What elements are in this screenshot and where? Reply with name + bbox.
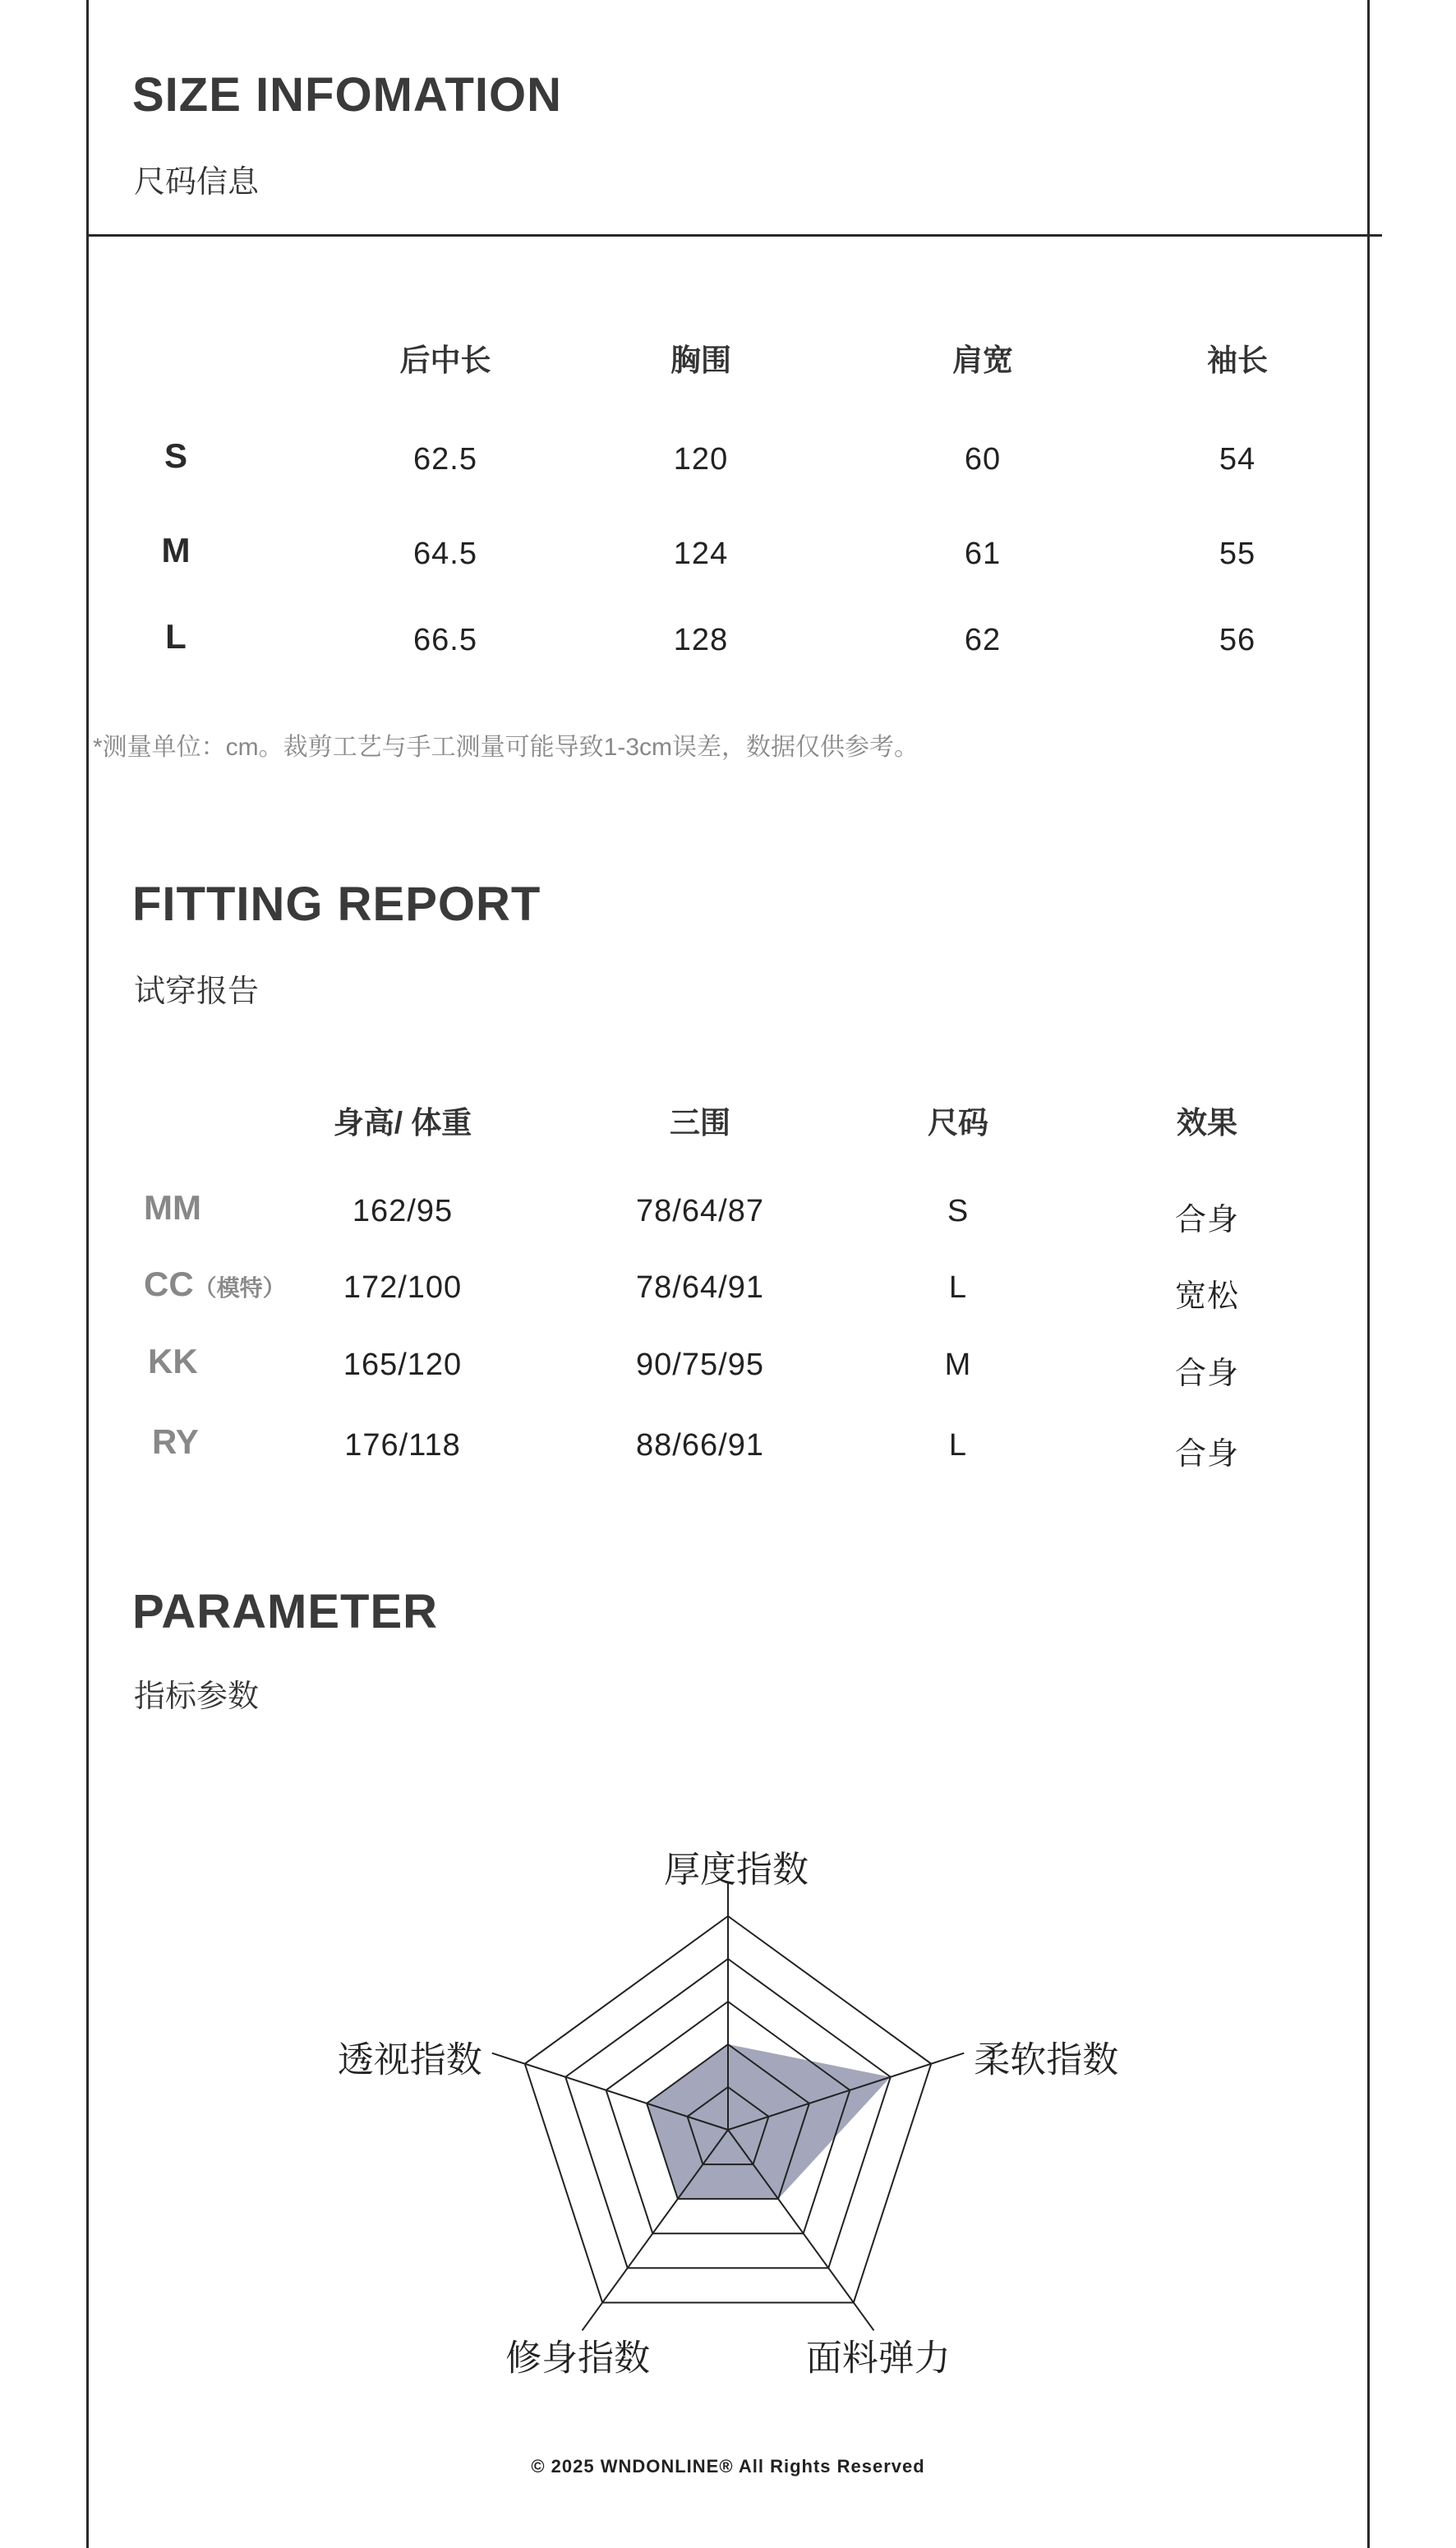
size-value: 120 [673,442,729,477]
size-header-back-length: 后中长 [399,343,491,377]
fit-header-effect: 效果 [1177,1106,1237,1140]
radar-axis-label: 透视指数 [337,2039,482,2081]
size-value: 128 [673,623,729,657]
size-value: 62.5 [413,442,477,477]
model-tag: （模特） [193,1275,286,1301]
fit-value: 88/66/91 [636,1428,764,1463]
fit-value: 176/118 [344,1428,461,1463]
radar-axis-label: 面料弹力 [805,2337,951,2380]
size-value: 62 [964,623,1002,657]
parameter-subtitle: 指标参数 [134,1679,260,1714]
radar-axis-label: 修身指数 [505,2337,651,2380]
fit-value: 78/64/87 [636,1194,764,1228]
radar-axis-line [582,2130,728,2330]
fit-value: 宽松 [1174,1279,1240,1314]
tester-name-text: CC [144,1265,194,1303]
radar-axis-label: 厚度指数 [664,1849,809,1891]
tester-name-text: RY [152,1422,199,1461]
tester-name-text: KK [148,1342,198,1380]
size-value: 61 [964,537,1002,571]
fit-value: 90/75/95 [636,1348,764,1382]
fit-value: L [948,1428,968,1463]
size-header-shoulder: 肩宽 [952,343,1013,377]
size-value: 55 [1219,537,1256,571]
fit-value: S [947,1194,970,1228]
fitting-report-title: FITTING REPORT [132,878,541,931]
size-value: 64.5 [413,537,477,571]
parameter-title: PARAMETER [132,1585,439,1638]
fit-value: 合身 [1174,1203,1240,1237]
size-info-subtitle: 尺码信息 [134,165,260,200]
fit-value: 172/100 [343,1270,463,1305]
fit-value: 合身 [1174,1437,1240,1472]
fit-value: 合身 [1174,1357,1240,1391]
size-header-chest: 胸围 [670,343,731,377]
size-value: 60 [964,442,1002,477]
size-value: 124 [673,537,729,571]
size-value: 66.5 [413,623,477,657]
size-label: L [165,617,187,656]
size-value: 56 [1219,623,1256,657]
size-label: S [164,436,188,475]
fit-header-size: 尺码 [928,1106,988,1140]
copyright-footer: © 2025 WNDONLINE® All Rights Reserved [531,2456,925,2477]
fit-value: 165/120 [343,1348,463,1382]
size-value: 54 [1219,442,1256,477]
size-info-title: SIZE INFOMATION [132,68,563,122]
fit-value: 162/95 [352,1194,454,1228]
size-header-sleeve: 袖长 [1207,343,1268,377]
fit-value: M [944,1348,972,1382]
size-label: M [161,531,191,569]
radar-data-area [647,2044,891,2199]
fit-header-height-weight: 身高/ 体重 [333,1106,472,1140]
tester-name-text: MM [144,1188,201,1227]
measurement-note: *测量单位：cm。裁剪工艺与手工测量可能导致1-3cm误差，数据仅供参考。 [93,734,919,761]
fit-header-measurements: 三围 [670,1106,730,1140]
fit-value: L [948,1270,968,1305]
fitting-report-subtitle: 试穿报告 [134,975,260,1009]
radar-axis-label: 柔软指数 [974,2039,1119,2081]
fit-value: 78/64/91 [636,1270,764,1305]
